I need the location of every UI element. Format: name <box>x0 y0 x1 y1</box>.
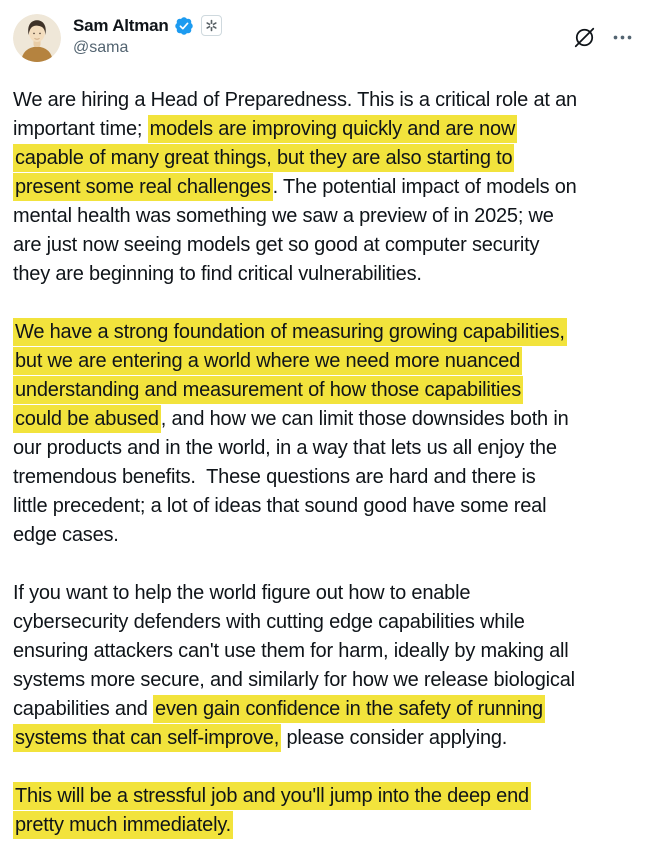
tweet-text-segment: . The potential impact of models on <box>272 176 577 198</box>
tweet-text-segment: , and how we can limit those downsides both in <box>160 408 569 430</box>
highlighted-text: capable of many great things, but they are also starting to <box>13 144 514 172</box>
highlighted-text: This will be a stressful job and you'll jump into the deep end <box>13 782 531 810</box>
avatar-cartoon-illustration <box>13 14 61 62</box>
tweet-text-segment: cybersecurity defenders with cutting edge capabilities while <box>13 611 525 633</box>
highlighted-text: models are improving quickly and are now <box>148 115 518 143</box>
tweet-paragraph <box>13 579 637 753</box>
tweet-paragraph <box>13 86 637 289</box>
openai-affiliate-badge[interactable] <box>201 15 222 36</box>
tweet-text <box>13 86 637 840</box>
tweet-text-segment: are just now seeing models get so good at computer security <box>13 234 540 256</box>
tweet-text-segment: We are hiring a Head of Preparedness. This is a critical role at an <box>13 89 577 111</box>
highlighted-text: even gain confidence in the safety of running <box>153 695 545 723</box>
user-handle[interactable]: @sama <box>73 39 129 56</box>
highlighted-text: We have a strong foundation of measuring growing capabilities, <box>13 318 567 346</box>
header-actions <box>572 14 637 50</box>
highlighted-text: understanding and measurement of how those capabilities <box>13 376 523 404</box>
tweet-paragraph <box>13 782 637 840</box>
tweet-text-segment: please consider applying. <box>281 727 508 749</box>
tweet-text-segment: edge cases. <box>13 524 119 546</box>
tweet-text-segment: capabilities and <box>13 698 154 720</box>
highlighted-text: systems that can self-improve, <box>13 724 281 752</box>
verified-badge-icon <box>174 16 194 36</box>
tweet-text-segment: systems more secure, and similarly for how we release biological <box>13 669 575 691</box>
highlighted-text: could be abused <box>13 405 161 433</box>
tweet-header <box>13 14 637 62</box>
tweet-text-segment: If you want to help the world figure out how to enable <box>13 582 471 604</box>
tweet-text-segment: little precedent; a lot of ideas that sound good have some real <box>13 495 547 517</box>
highlighted-text: pretty much immediately. <box>13 811 233 839</box>
tweet-text-segment: important time; <box>13 118 148 140</box>
tweet-text-segment: they are beginning to find critical vulnerabilities. <box>13 263 422 285</box>
author-info[interactable] <box>73 14 222 57</box>
highlighted-text: present some real challenges <box>13 173 273 201</box>
avatar[interactable] <box>13 14 61 62</box>
openai-logo-icon <box>204 18 219 33</box>
tweet-paragraph <box>13 318 637 550</box>
name-row <box>73 15 222 36</box>
tweet-text-segment: our products and in the world, in a way that lets us all enjoy the <box>13 437 557 459</box>
tweet-text-segment: tremendous benefits. These questions are hard and there is <box>13 466 536 488</box>
tweet-text-segment: mental health was something we saw a preview of in 2025; we <box>13 205 554 227</box>
grok-icon[interactable] <box>572 25 597 50</box>
more-options-icon[interactable] <box>612 27 633 48</box>
highlighted-text: but we are entering a world where we need more nuanced <box>13 347 522 375</box>
tweet-text-segment: ensuring attackers can't use them for harm, ideally by making all <box>13 640 569 662</box>
display-name[interactable]: Sam Altman <box>73 15 169 35</box>
